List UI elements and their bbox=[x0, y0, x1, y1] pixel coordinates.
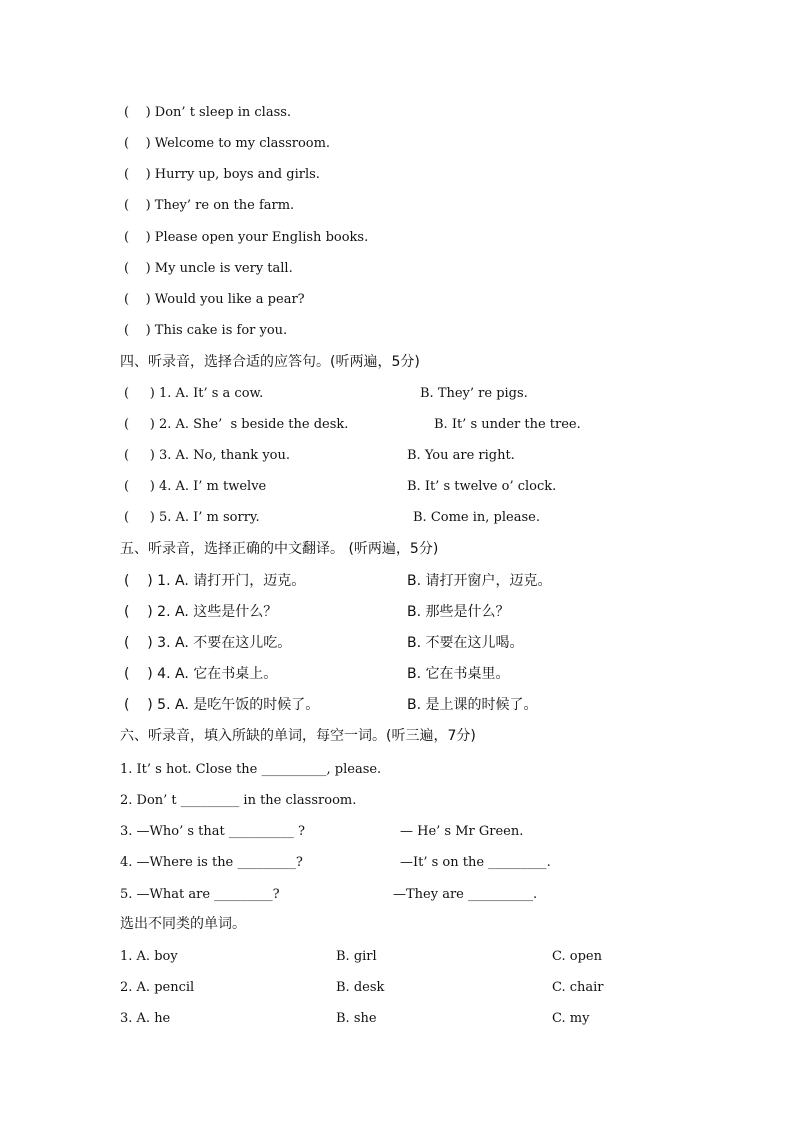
section4-item-2-a: ( ) 2. A. She’ s beside the desk. bbox=[124, 417, 349, 432]
section3-item-8: ( ) This cake is for you. bbox=[124, 323, 288, 338]
section6-item-1: 1. It’ s hot. Close the __________, please. bbox=[120, 762, 382, 777]
section3-item-1: ( ) Don’ t sleep in class. bbox=[124, 105, 292, 120]
section7-item-3-a: 3. A. he bbox=[120, 1011, 171, 1026]
section3-item-5: ( ) Please open your English books. bbox=[124, 230, 369, 245]
section3-item-4: ( ) They’ re on the farm. bbox=[124, 198, 295, 213]
section7-item-1-c: C. open bbox=[552, 949, 602, 964]
section7-item-1-b: B. girl bbox=[336, 949, 377, 964]
section7-item-1-a: 1. A. boy bbox=[120, 949, 178, 964]
section4-item-5-a: ( ) 5. A. I’ m sorry. bbox=[124, 510, 260, 525]
section6-item-3-answer: — He’ s Mr Green. bbox=[400, 824, 524, 839]
section7-item-2-b: B. desk bbox=[336, 980, 385, 995]
section5-item-2-b: B. 那些是什么？ bbox=[407, 604, 510, 620]
section3-item-6: ( ) My uncle is very tall. bbox=[124, 261, 293, 276]
section5-item-4-a: ( ) 4. A. 它在书桌上。 bbox=[124, 666, 278, 682]
section6-item-4-question: 4. —Where is the _________? bbox=[120, 855, 303, 870]
section6-item-2: 2. Don’ t _________ in the classroom. bbox=[120, 793, 357, 808]
section4-item-1-b: B. They’ re pigs. bbox=[420, 386, 528, 401]
section5-item-3-a: ( ) 3. A. 不要在这儿吃。 bbox=[124, 635, 292, 651]
section6-item-3-question: 3. —Who’ s that __________ ? bbox=[120, 824, 305, 839]
section5-item-2-a: ( ) 2. A. 这些是什么？ bbox=[124, 604, 278, 620]
section6-item-5-answer: —They are __________. bbox=[393, 887, 538, 902]
section6-heading: 六、听录音，填入所缺的单词，每空一词。(听三遍，7分) bbox=[120, 728, 476, 744]
section5-item-5-a: ( ) 5. A. 是吃午饭的时候了。 bbox=[124, 697, 320, 713]
section4-heading: 四、听录音，选择合适的应答句。(听两遍，5分) bbox=[120, 354, 420, 370]
section7-item-3-b: B. she bbox=[336, 1011, 377, 1026]
section5-item-1-a: ( ) 1. A. 请打开门，迈克。 bbox=[124, 573, 306, 589]
section5-heading: 五、听录音，选择正确的中文翻译。 (听两遍，5分) bbox=[120, 541, 439, 557]
section7-heading: 选出不同类的单词。 bbox=[120, 916, 246, 932]
section6-item-5-question: 5. —What are _________? bbox=[120, 887, 280, 902]
section4-item-2-b: B. It’ s under the tree. bbox=[434, 417, 581, 432]
section4-item-4-b: B. It’ s twelve o’ clock. bbox=[407, 479, 557, 494]
section4-item-1-a: ( ) 1. A. It’ s a cow. bbox=[124, 386, 264, 401]
section3-item-3: ( ) Hurry up, boys and girls. bbox=[124, 167, 320, 182]
section4-item-3-a: ( ) 3. A. No, thank you. bbox=[124, 448, 290, 463]
section5-item-4-b: B. 它在书桌里。 bbox=[407, 666, 510, 682]
section7-item-3-c: C. my bbox=[552, 1011, 590, 1026]
section6-item-4-answer: —It’ s on the _________. bbox=[400, 855, 551, 870]
section5-item-5-b: B. 是上课的时候了。 bbox=[407, 697, 538, 713]
section3-item-2: ( ) Welcome to my classroom. bbox=[124, 136, 331, 151]
section5-item-3-b: B. 不要在这儿喝。 bbox=[407, 635, 524, 651]
section4-item-3-b: B. You are right. bbox=[407, 448, 515, 463]
section4-item-5-b: B. Come in, please. bbox=[413, 510, 540, 525]
section7-item-2-c: C. chair bbox=[552, 980, 604, 995]
section4-item-4-a: ( ) 4. A. I’ m twelve bbox=[124, 479, 267, 494]
section3-item-7: ( ) Would you like a pear? bbox=[124, 292, 305, 307]
section5-item-1-b: B. 请打开窗户，迈克。 bbox=[407, 573, 552, 589]
section7-item-2-a: 2. A. pencil bbox=[120, 980, 195, 995]
